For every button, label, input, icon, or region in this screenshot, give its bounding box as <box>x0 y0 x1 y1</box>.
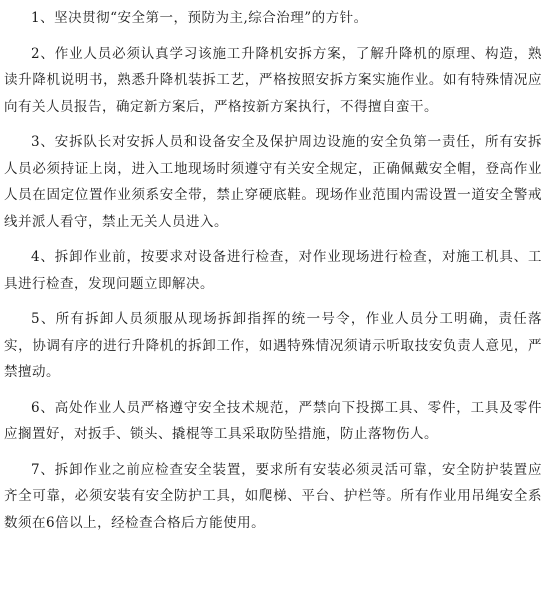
paragraph-6: 6、高处作业人员严格遵守安全技术规范，严禁向下投掷工具、零件，工具及零件应搁置好，对扳手、锁头、撬棍等工具采取防坠措施，防止落物伤人。 <box>4 399 542 442</box>
paragraph-4: 4、拆卸作业前，按要求对设备进行检查，对作业现场进行检查，对施工机具、工具进行检查，发现问题立即解决。 <box>4 249 542 292</box>
paragraph-1: 1、坚决贯彻“安全第一，预防为主,综合治理”的方针。 <box>31 10 368 26</box>
paragraph-7: 7、拆卸作业之前应检查安全装置，要求所有安装必须灵活可靠，安全防护装置应齐全可靠，必须安装有安全防护工具，如爬梯、平台、护栏等。所有作业用吊绳安全系数须在6倍以上，经检查合格后方能使用。 <box>4 461 542 531</box>
paragraph-3: 3、安拆队长对安拆人员和设备安全及保护周边设施的安全负第一责任，所有安拆人员必须持证上岗，进入工地现场时须遵守有关安全规定，正确佩戴安全帽，登高作业人员在固定位置作业须系安全带，禁止穿硬底鞋。现场作业范围内需设置一道安全警戒线并派人看守，禁止无关人员进入。 <box>4 134 542 230</box>
paragraph-2: 2、作业人员必须认真学习该施工升降机安拆方案，了解升降机的原理、构造，熟读升降机说明书，熟悉升降机装拆工艺，严格按照安拆方案实施作业。如有特殊情况应向有关人员报告，确定新方案后，严格按新方案执行，不得擅自蛮干。 <box>4 45 542 115</box>
paragraph-5: 5、所有拆卸人员须服从现场拆卸指挥的统一号令，作业人员分工明确，责任落实，协调有序的进行升降机的拆卸工作，如遇特殊情况须请示听取技安负责人意见，严禁擅动。 <box>4 311 542 380</box>
